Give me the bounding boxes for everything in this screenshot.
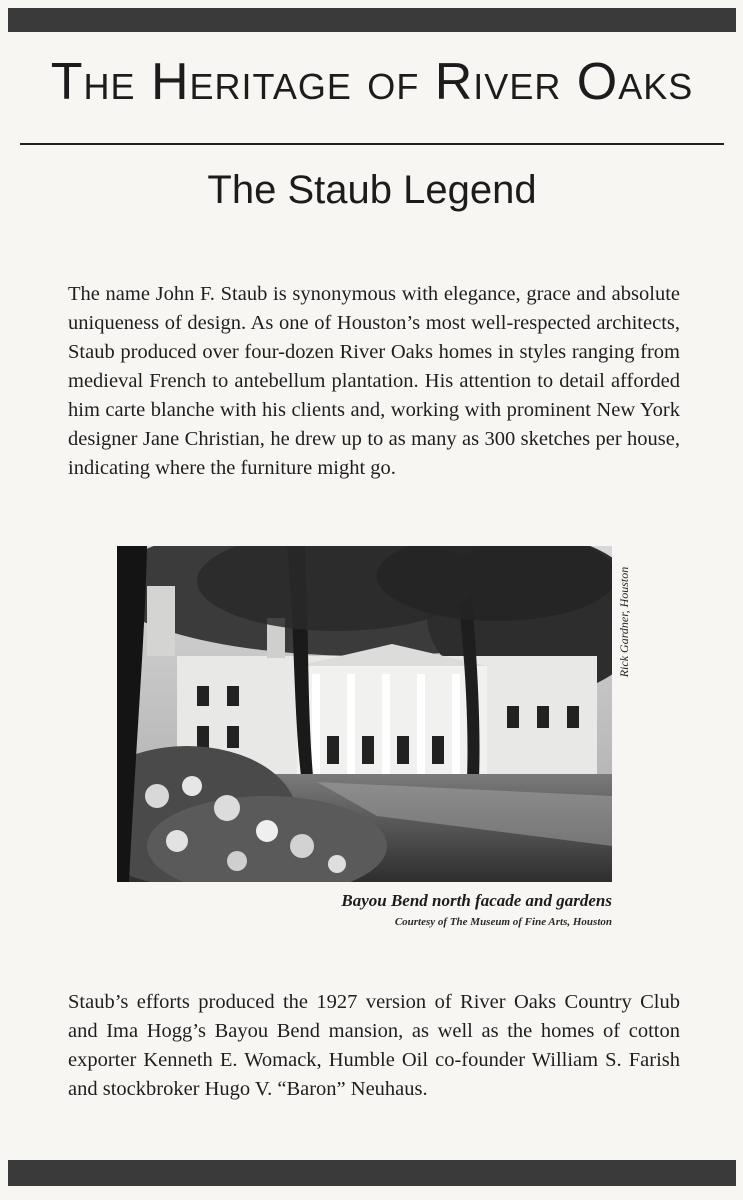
page-subtitle: The Staub Legend: [207, 168, 537, 212]
bayou-bend-photo: [117, 546, 612, 882]
intro-paragraph: The name John F. Staub is synonymous with elegance, grace and absolute uniqueness of design. As one of Houston’s most well-respected architects, Staub produced over four-dozen River Oaks homes in styles ranging from medieval French to antebellum plantation. His attention to detail afforded him carte blanche with his clients and, working with prominent New York designer Jane Christian, he drew up to as many as 300 sketches per house, indicating where the furniture might go.: [68, 282, 680, 479]
bottom-decorative-bar: [8, 1160, 736, 1186]
photo-caption: Bayou Bend north facade and gardens: [341, 891, 612, 910]
top-decorative-bar: [8, 8, 736, 32]
title-divider: [20, 143, 724, 145]
closing-paragraph: Staub’s efforts produced the 1927 version of River Oaks Country Club and Ima Hogg’s Bayou Bend mansion, as well as the homes of cotton exporter Kenneth E. Womack, Humble Oil co-founder William S. Farish and stockbroker Hugo V. “Baron” Neuhaus.: [68, 990, 680, 1100]
photo-credit: Rick Gardner, Houston: [617, 566, 631, 678]
photo-courtesy: Courtesy of The Museum of Fine Arts, Houston: [394, 916, 612, 928]
series-title: The Heritage of River Oaks: [50, 53, 694, 111]
photo-illustration: [117, 546, 612, 882]
